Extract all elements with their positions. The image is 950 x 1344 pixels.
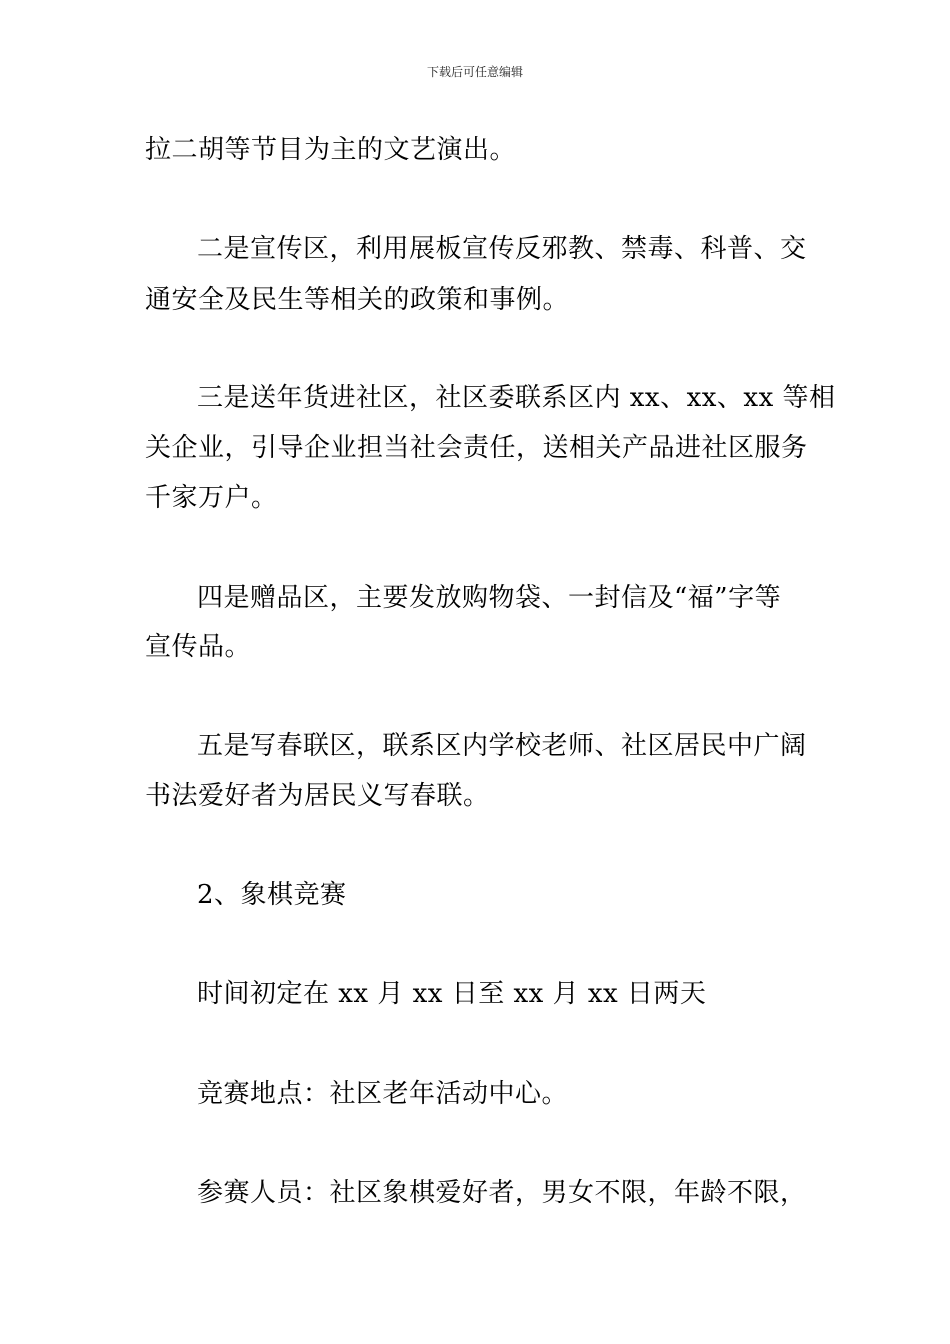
paragraph-line: 竞赛地点：社区老年活动中心。 bbox=[197, 1079, 569, 1109]
paragraph-line: 二是宣传区，利用展板宣传反邪教、禁毒、科普、交 bbox=[197, 234, 807, 264]
paragraph-line: 关企业，引导企业担当社会责任，送相关产品进社区服务 bbox=[145, 433, 808, 463]
page-header: 下载后可任意编辑 bbox=[426, 65, 523, 79]
paragraph-line: 四是赠品区，主要发放购物袋、一封信及“福”字等 bbox=[197, 583, 782, 613]
paragraph-line: 五是写春联区，联系区内学校老师、社区居民中广阔 bbox=[197, 731, 807, 761]
paragraph-line: 三是送年货进社区，社区委联系区内 xx、xx、xx 等相 bbox=[197, 383, 836, 413]
paragraph-line: 参赛人员：社区象棋爱好者，男女不限，年龄不限， bbox=[197, 1178, 807, 1208]
paragraph-line: 拉二胡等节目为主的文艺演出。 bbox=[145, 135, 517, 165]
paragraph-line: 书法爱好者为居民义写春联。 bbox=[145, 781, 490, 811]
section-heading: 2、象棋竞赛 bbox=[197, 880, 347, 910]
paragraph-line: 通安全及民生等相关的政策和事例。 bbox=[145, 285, 570, 315]
paragraph-line: 时间初定在 xx 月 xx 日至 xx 月 xx 日两天 bbox=[197, 979, 707, 1009]
paragraph-line: 千家万户。 bbox=[145, 483, 278, 513]
paragraph-line: 宣传品。 bbox=[145, 632, 252, 662]
